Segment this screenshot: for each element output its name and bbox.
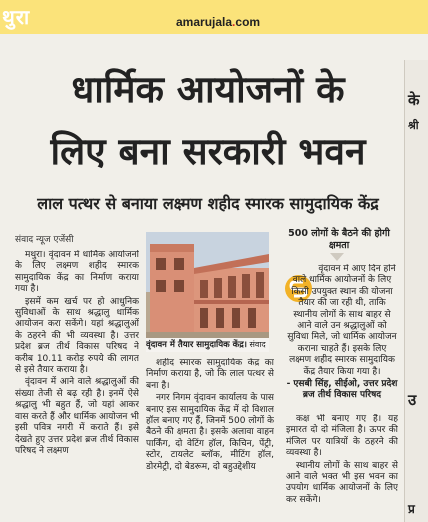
paragraph: स्थानीय लोगों के साथ बाहर से आने वाले भक्त भी इस भवन का उपयोग धार्मिक आयोजनों के लिए कर सकेंगे। — [286, 460, 398, 505]
byline: संवाद न्यूज एजेंसी — [15, 235, 74, 245]
callout-quote: वृंदावन में आए दिन होने वाले धार्मिक आयोजनों के लिए किसी उपयुक्त स्थान की योजना तैयार की जा रही थी, ताकि स्थानीय लोगों के साथ बाहर से आने वाले उन श्रद्धालुओं को सुविधा मिले, जो धार्मिक आयोजन कराना चाहते हैं। इसके लिए लक्ष्मण शहीद स्मारक सामुदायिक केंद्र तैयार किया गया है। — [287, 264, 397, 377]
site-domain: com — [235, 15, 261, 29]
site-dot: . — [232, 15, 236, 29]
photo-caption — [146, 338, 269, 352]
headline-line-2: लिए बना सरकारी भवन — [50, 130, 366, 173]
building-photo — [146, 232, 269, 352]
callout-box — [286, 264, 398, 414]
adjacent-article-strip — [404, 60, 428, 522]
paragraph: नगर निगम वृंदावन कार्यालय के पास बनाए इस सामुदायिक केंद्र में दो विशाल हॉल बनाए गए हैं, जिनमें 500 लोगों के बैठने की क्षमता है। इसके अलावा वाहन पार्किंग, दो वेटिंग हॉल, किचिन, पेंट्री, स्टोर, टायलेट ब्लॉक, मीटिंग हॉल, डोरमेट्री, दो बेडरूम, दो बहुउद्देशीय — [146, 393, 274, 472]
headline-line-1: धार्मिक आयोजनों के — [71, 68, 345, 111]
site-name: amarujala — [176, 15, 233, 29]
paragraph: शहीद स्मारक सामुदायिक केंद्र का निर्माण कराया है, जो कि लाल पत्थर से बना है। — [146, 358, 274, 391]
adjacent-headline-fragment: के — [408, 91, 420, 109]
adjacent-headline-fragment: उ — [408, 391, 417, 409]
masthead-bar — [0, 0, 428, 34]
city-name: थुरा — [2, 5, 31, 29]
callout-title: 500 लोगों के बैठने की होगी क्षमता — [288, 228, 390, 251]
article-column-2 — [146, 358, 274, 512]
site-logo[interactable] — [176, 15, 260, 29]
paragraph: इसमें कम खर्च पर हो आधुनिक सुविधाओं के साथ श्रद्धालु धार्मिक आयोजन करा सकेंगे। यहां श्रद्धालुओं के ठहरने की भी व्यवस्था है। उत्तर प्रदेश ब्रज तीर्थ विकास परिषद ने करीब 10.11 करोड़ रुपये की लागत से इसे तैयार कराया है। — [15, 296, 139, 376]
article-column-3 — [286, 414, 398, 512]
paragraph: वृंदावन में आने वाले श्रद्धालुओं की संख्या तेजी से बढ़ रही है। इनमें ऐसे श्रद्धालु भी बहुत हैं, जो यहां आकर वास करते हैं और धार्मिक आयोजन भी इसी पवित्र नगरी में कराते हैं। इसे देखते हुए उत्तर प्रदेश ब्रज तीर्थ विकास परिषद ने लक्ष्मण — [15, 377, 139, 456]
article-column-1 — [15, 250, 139, 512]
paragraph: कक्ष भी बनाए गए हैं। यह इमारत दो दो मंजिला है। ऊपर की मंजिल पर यात्रियों के ठहरने की व्यवस्था है। — [286, 414, 398, 459]
adjacent-headline-fragment: श्री — [408, 119, 419, 132]
paragraph: मथुरा। वृंदावन में धार्मिक आयोजनों के लिए लक्ष्मण शहीद स्मारक सामुदायिक केंद्र का निर्माण कराया गया है। — [15, 250, 139, 295]
community-center-image — [146, 232, 269, 352]
callout-arrow-icon — [330, 253, 344, 261]
callout-attribution: - एसबी सिंह, सीईओ, उत्तर प्रदेश ब्रज तीर्थ विकास परिषद — [286, 379, 398, 401]
subheadline: लाल पत्थर से बनाया लक्ष्मण शहीद स्मारक सामुदायिक केंद्र — [37, 194, 379, 213]
adjacent-headline-fragment: प्र — [408, 502, 415, 516]
caption-credit: संवाद — [249, 340, 266, 349]
caption-text: वृंदावन में तैयार सामुदायिक केंद्र। — [146, 340, 247, 350]
